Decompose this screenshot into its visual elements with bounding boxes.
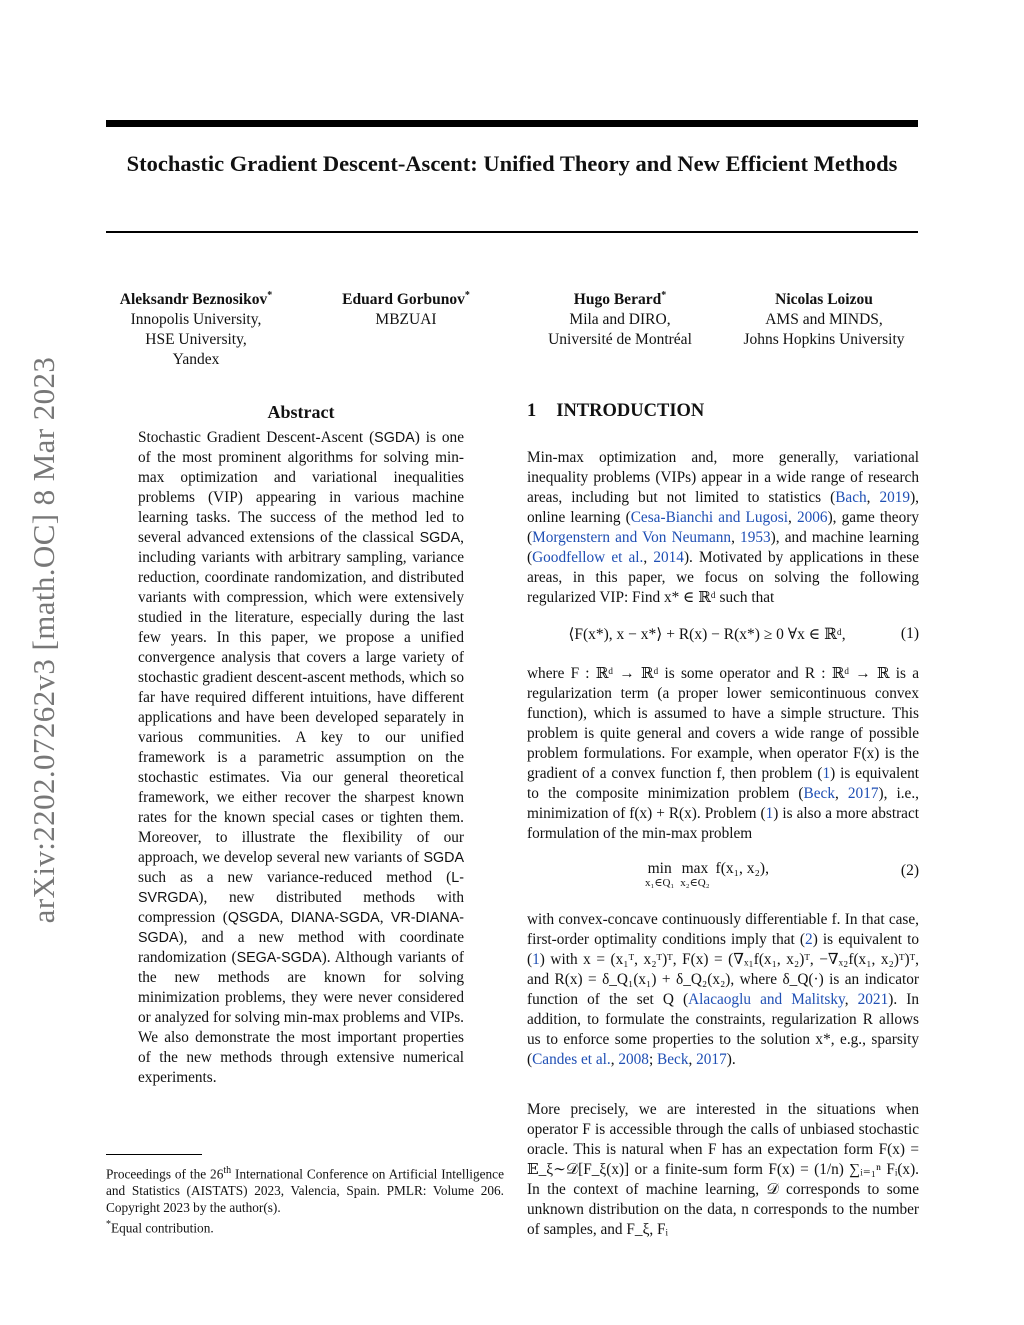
citation-link[interactable]: Bach: [835, 489, 867, 506]
author-affiliation: MBZUAI: [375, 311, 437, 329]
min-operator: min: [647, 860, 672, 877]
equal-contribution-note: *Equal contribution.: [106, 1219, 214, 1236]
equation-ref-link[interactable]: 1: [765, 805, 774, 822]
citation-year-link[interactable]: 2008: [618, 1051, 649, 1068]
citation-year-link[interactable]: 2017: [847, 785, 879, 802]
equation-ref-link[interactable]: 2: [805, 931, 813, 948]
objective-function: f(x₁, x₂),: [715, 860, 769, 877]
citation-link[interactable]: Cesa-Bianchi and Lugosi: [630, 509, 789, 526]
title-rule-top: [106, 120, 918, 127]
footnote-rule: [106, 1154, 202, 1155]
max-operator: max: [681, 860, 709, 877]
citation-year-link[interactable]: 1953: [740, 529, 771, 546]
intro-paragraph-4: More precisely, we are interested in the situations when operator F is accessible through the calls of unbiased stochastic oracle. This is natural when F has an expectation form F(x) = 𝔼_ξ∼𝒟[F_ξ(x)] or a finite-sum form F(x) = (1/n) ∑ᵢ₌₁ⁿ Fᵢ(x). In the context of machine learning, 𝒟 corresponds to some unknown distribution on the data, n corresponds to the number of samples, and F_ξ, Fᵢ: [527, 1101, 919, 1238]
citation-year-link[interactable]: 2017: [696, 1051, 727, 1068]
min-subscript: x₁∈Q₁: [645, 877, 675, 889]
max-subscript: x₂∈Q₂: [680, 877, 710, 889]
arxiv-watermark: arXiv:2202.07262v3 [math.OC] 8 Mar 2023: [26, 356, 61, 924]
author-affiliation: HSE University,: [145, 331, 247, 349]
section-title: INTRODUCTION: [556, 401, 705, 421]
author-mark: *: [267, 290, 273, 301]
equation-number: (2): [900, 862, 919, 879]
abstract-heading: Abstract: [267, 402, 335, 422]
intro-paragraph-1: Min-max optimization and, more generally, variational inequality problems (VIPs) appear in a wide range of research areas, including but not limited to statistics (Bach, 2019), online learning (Cesa-Bianchi and Lugosi, 2006), game theory (Morgenstern and Von Neumann, 1953), and machine learning (Goodfellow et al., 2014). Motivated by applications in these areas, in this paper, we focus on solving the following regularized VIP: Find x* ∈ ℝᵈ such that: [527, 449, 919, 606]
paper-title: Stochastic Gradient Descent-Ascent: Unified Theory and New Efficient Methods: [126, 151, 898, 176]
citation-link[interactable]: Morgenstern and Von Neumann: [532, 529, 732, 546]
section-number: 1: [527, 401, 537, 421]
author-affiliation: Mila and DIRO,: [569, 311, 671, 329]
citation-year-link[interactable]: 2014: [653, 549, 684, 566]
citation-link[interactable]: Candes et al.: [532, 1051, 611, 1068]
citation-year-link[interactable]: 2019: [879, 489, 911, 506]
citation-link[interactable]: Beck: [657, 1051, 689, 1068]
proceedings-note: Proceedings of the 26th International Conference on Artificial Intelligence and Statistics (AISTATS) 2023, Valencia, Spain. PMLR: Volume 206. Copyright 2023 by the author(s).: [106, 1165, 504, 1216]
citation-link[interactable]: Goodfellow et al.: [532, 549, 644, 566]
footnote: [106, 1162, 504, 1237]
abstract-text: Stochastic Gradient Descent-Ascent (SGDA) is one of the most prominent algorithms for solving min-max optimization and variational inequalities problems (VIP) appearing in various machine learning tasks. The success of the method led to several advanced extensions of the classical SGDA, including variants with arbitrary sampling, variance reduction, coordinate randomization, and distributed variants with compression, which were extensively studied in the literature, especially during the last few years. In this paper, we propose a unified convergence analysis that covers a large variety of stochastic gradient descent-ascent methods, which so far have required different intuitions, have different applications and have been developed separately in various communities. A key to our unified framework is a parametric assumption on the stochastic estimates. Via our general theoretical framework, we either recover the sharpest known rates for the known special cases or tighten them. Moreover, to illustrate the flexibility of our approach, we develop several new variants of SGDA such as a new variance-reduced method (L-SVRGDA), new distributed methods with compression (QSGDA, DIANA-SGDA, VR-DIANA-SGDA), and a new method with coordinate randomization (SEGA-SGDA). Although variants of the new methods are known for solving minimization problems, they were never considered or analyzed for solving min-max problems and VIPs. We also demonstrate the most important properties of the new methods through extensive numerical experiments.: [138, 429, 464, 1086]
author-name: Aleksandr Beznosikov: [119, 291, 268, 309]
author-name: Eduard Gorbunov: [342, 291, 465, 309]
equation-ref-link[interactable]: 1: [532, 951, 540, 968]
author-affiliation: Innopolis University,: [130, 311, 262, 329]
author-affiliation: AMS and MINDS,: [765, 311, 883, 329]
author-2: [316, 286, 496, 330]
author-4: [728, 286, 920, 350]
author-affiliation: Université de Montréal: [548, 331, 692, 349]
equation-2: [527, 862, 919, 898]
author-name: Hugo Berard: [573, 291, 662, 309]
author-1: [106, 286, 286, 370]
citation-year-link[interactable]: 2021: [857, 991, 889, 1008]
equation-body: ⟨F(x*), x − x*⟩ + R(x) − R(x*) ≥ 0 ∀x ∈ ℝᵈ,: [568, 626, 846, 643]
equation-number: (1): [900, 625, 919, 642]
intro-paragraph-3: with convex-concave continuously differentiable f. In that case, first-order optimality conditions imply that (2) is equivalent to (1) with x = (x₁ᵀ, x₂ᵀ)ᵀ, F(x) = (∇ₓ₁f(x₁, x₂)ᵀ, −∇ₓ₂f(x₁, x₂)ᵀ)ᵀ, and R(x) = δ_Q₁(x₁) + δ_Q₂(x₂), where δ_Q(·) is an indicator function of the set Q (Alacaoglu and Malitsky, 2021). In addition, to formulate the constraints, regularization R allows us to enforce some properties to the solution x*, e.g., sparsity (Candes et al., 2008; Beck, 2017).: [527, 911, 919, 1068]
author-mark: *: [464, 290, 470, 301]
equation-ref-link[interactable]: 1: [822, 765, 831, 782]
author-mark: *: [661, 290, 667, 301]
author-name: Nicolas Loizou: [775, 291, 873, 309]
citation-year-link[interactable]: 2006: [796, 509, 828, 526]
intro-paragraph-2: where F : ℝᵈ → ℝᵈ is some operator and R : ℝᵈ → ℝ is a regularization term (a proper lower semicontinuous convex function), which is assumed to have a simple structure. This problem is quite general and covers a wide range of possible problem formulations. For example, when operator F(x) is the gradient of a convex function f, then problem (1) is equivalent to the composite minimization problem (Beck, 2017), i.e., minimization of f(x) + R(x). Problem (1) is also a more abstract formulation of the min-max problem: [527, 665, 919, 842]
citation-link[interactable]: Alacaoglu and Malitsky: [688, 991, 845, 1008]
title-rule-bottom: [106, 231, 918, 233]
author-3: [520, 286, 720, 350]
section-heading-introduction: [527, 401, 724, 422]
author-affiliation: Yandex: [172, 351, 220, 369]
citation-link[interactable]: Beck: [803, 785, 835, 802]
equation-1: [527, 625, 919, 647]
author-affiliation: Johns Hopkins University: [743, 331, 905, 349]
